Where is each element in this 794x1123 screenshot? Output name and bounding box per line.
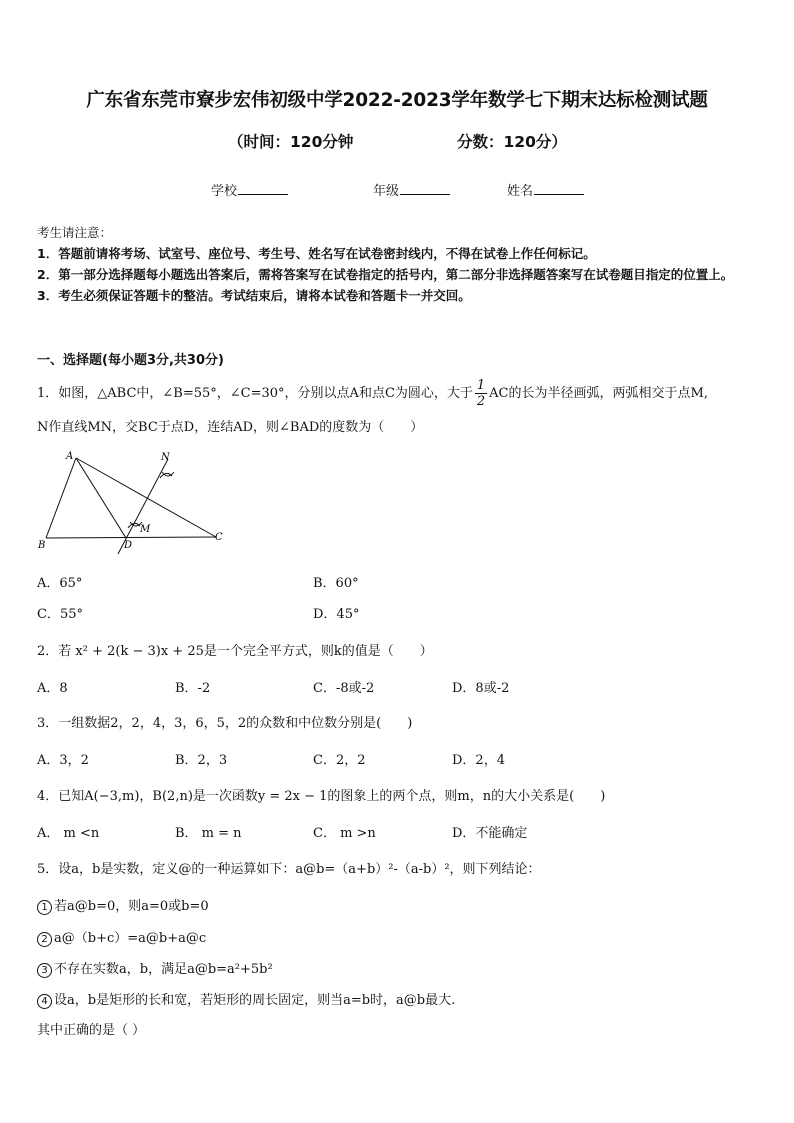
- q3-text: 3．一组数据2，2，4，3，6，5，2的众数和中位数分别是( ): [37, 716, 413, 731]
- q1-option-d: D．45°: [313, 607, 360, 622]
- q5-item-3: [37, 958, 273, 978]
- q4-text: 4．已知A(−3,m)，B(2,n)是一次函数y = 2x − 1的图象上的两个点，则m，n的大小关系是( ): [37, 789, 606, 804]
- q4-option-b: B． m = n: [175, 826, 242, 841]
- q1-line2: N作直线MN，交BC于点D，连结AD，则∠BAD的度数为（ ）: [37, 420, 424, 435]
- grade-label: 年级: [373, 184, 400, 199]
- q5-text: 5．设a，b是实数，定义@的一种运算如下：a@b=（a+b）²-（a-b）²，则下列结论：: [37, 862, 541, 877]
- notice-block: [37, 222, 762, 306]
- q5-item-1-text: 若a@b=0，则a=0或b=0: [54, 899, 209, 914]
- q3-option-c: C．2，2: [313, 753, 366, 768]
- q1-frac-den: 2: [476, 394, 486, 409]
- q2-option-c: C．-8或-2: [313, 681, 375, 696]
- circle-2-marker: 2: [37, 932, 52, 947]
- name-label: 姓名: [507, 184, 534, 199]
- q5-item-4-text: 设a，b是矩形的长和宽，若矩形的周长固定，则当a=b时，a@b最大.: [54, 993, 456, 1008]
- q1-fraction: [475, 378, 487, 409]
- circle-3-marker: 3: [37, 963, 52, 978]
- q1-text-a: 1．如图，△ABC中，∠B=55°，∠C=30°，分别以点A和点C为圆心，大于: [37, 386, 473, 401]
- q5-item-2-text: a@（b+c）=a@b+a@c: [54, 931, 207, 946]
- q1-figure: [36, 448, 236, 560]
- exam-time: （时间：120分钟: [228, 133, 354, 151]
- exam-title: 广东省东莞市寮步宏伟初级中学2022-2023学年数学七下期末达标检测试题: [86, 90, 708, 111]
- name-field: [507, 180, 584, 199]
- label-n: N: [161, 452, 170, 463]
- q1-text-b: AC的长为半径画弧，两弧相交于点M,: [489, 386, 708, 401]
- circle-1-marker: 1: [37, 900, 52, 915]
- q1-line1: [37, 378, 708, 409]
- q5-item-3-text: 不存在实数a，b，满足a@b=a²+5b²: [54, 962, 273, 977]
- circle-4-marker: 4: [37, 994, 52, 1009]
- label-m: M: [140, 524, 151, 535]
- section-heading: 一、选择题(每小题3分,共30分): [37, 353, 224, 368]
- segment-ab: [46, 458, 76, 538]
- q4-option-a: A． m <n: [37, 826, 100, 841]
- q5-item-1: [37, 895, 209, 915]
- notice-item-2: 2．第一部分选择题每小题选出答案后，需将答案写在试卷指定的括号内，第二部分非选择题答案写在试卷题目指定的位置上。: [37, 267, 734, 282]
- q4-option-c: C． m >n: [313, 826, 376, 841]
- label-a: A: [66, 451, 74, 462]
- label-b: B: [38, 540, 46, 551]
- q2-option-b: B．-2: [175, 681, 211, 696]
- exam-score: 分数：120分）: [457, 133, 567, 151]
- q5-item-2: [37, 927, 206, 947]
- school-label: 学校: [211, 184, 238, 199]
- q1-frac-num: 1: [476, 378, 486, 393]
- segment-ad: [76, 458, 126, 538]
- q5-item-4: [37, 989, 455, 1009]
- name-blank: [534, 182, 584, 195]
- q1-option-b: B．60°: [313, 576, 359, 591]
- grade-blank: [400, 182, 450, 195]
- label-c: C: [215, 532, 223, 543]
- notice-heading: 考生请注意：: [37, 225, 113, 240]
- q5-conclusion: 其中正确的是（ ）: [37, 1023, 146, 1038]
- q3-option-b: B．2，3: [175, 753, 228, 768]
- q2-text: 2．若 x² + 2(k − 3)x + 25是一个完全平方式，则k的值是（ ）: [37, 644, 433, 659]
- segment-bc: [46, 537, 216, 538]
- grade-field: [373, 180, 450, 199]
- q2-option-a: A．8: [37, 681, 68, 696]
- q3-option-a: A．3，2: [37, 753, 89, 768]
- q2-option-d: D．8或-2: [452, 681, 510, 696]
- q1-option-a: A．65°: [37, 576, 83, 591]
- notice-item-1: 1．答题前请将考场、试室号、座位号、考生号、姓名写在试卷密封线内，不得在试卷上作任何标记。: [37, 246, 596, 261]
- q1-option-c: C．55°: [37, 607, 83, 622]
- school-field: [211, 180, 288, 199]
- notice-item-3: 3．考生必须保证答题卡的整洁。考试结束后，请将本试卷和答题卡一并交回。: [37, 288, 471, 303]
- q4-option-d: D．不能确定: [452, 826, 528, 841]
- q3-option-d: D．2，4: [452, 753, 505, 768]
- label-d: D: [124, 540, 133, 551]
- school-blank: [238, 182, 288, 195]
